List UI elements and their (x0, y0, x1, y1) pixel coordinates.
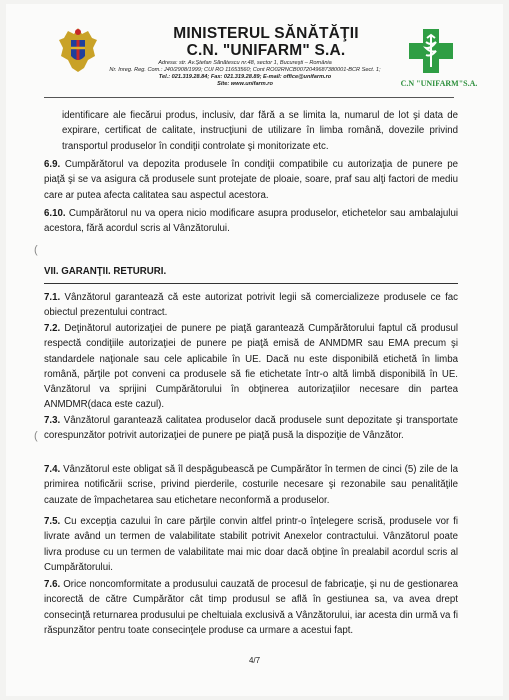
margin-mark: ( (34, 430, 38, 442)
intro-paragraph: identificare ale fiecărui produs, inclusiv, dar fără a se limita la, numarul de lot şi data de expirare, certificat de calitate, instrucţiuni de utilizare în limba română, dovezile privind transportul produselor în condiţii controlate şi monitorizate etc. (62, 110, 458, 152)
contact-line: Tel.: 021.319.28.84; Fax: 021.319.28.89; E-mail: office@unifarm.ro (158, 74, 332, 80)
header-divider (44, 97, 454, 98)
section-divider (44, 283, 458, 284)
website-line: Site: www.unifarm.ro (217, 81, 273, 87)
company-title: C.N. "UNIFARM" S.A. (186, 42, 346, 59)
section-heading: VII. GARANŢII. RETURURI. (44, 266, 167, 277)
clause-6-10: 6.10. Cumpărătorul nu va opera nicio modificare asupra produselor, etichetelor sau ambalajului acestora, fără acordul scris al Vânzătorului. (44, 208, 458, 235)
clause-7-1: 7.1. Vânzătorul garantează că este autorizat potrivit legii să comercializeze produsele ce fac obiectul prezentului contract. (44, 292, 459, 319)
clause-7-5: 7.5. Cu excepţia cazului în care părţile convin altfel printr-o înţelegere scrisă, produsele vor fi livrate având un termen de valabilitate stabilit potrivit Anexelor contractului. Vânzătorul poate livra produse cu un termen de valabilitate mai mic doar dacă obţine în prealabil acordul scris al Cumpărătorului. (44, 516, 458, 573)
clause-7-3: 7.3. Vânzătorul garantează calitatea produselor dacă produsele sunt depozitate şi transportate corespunzător potrivit autorizaţiei de punere pe piaţă pusă la dispoziţie de Vânzător. (44, 415, 458, 442)
ministry-title: MINISTERUL SĂNĂTĂŢII (173, 25, 359, 42)
page-number: 4/7 (248, 656, 261, 665)
unifarm-logo-text: C.N "UNIFARM"S.A. (400, 79, 478, 88)
margin-mark: ( (34, 244, 38, 256)
clause-6-9: 6.9. Cumpărătorul va depozita produsele în condiţii compatibile cu autorizaţia de punere pe piaţă şi se va asigura că produsele sunt protejate de ploaie, soare, praf sau alţi factori de mediu care ar putea afecta calitatea sau aspectul acestora. (44, 159, 458, 201)
clause-7-2: 7.2. Deţinătorul autorizaţiei de punere pe piaţă garantează Cumpărătorului faptul că produsul respectă condiţiile autorizaţiei de punere pe piaţă emisă de ANMDMR sau EMA precum şi standardele naţionale sau cele aplicabile în UE. Dacă nu este disponibilă etichetă în limba română, părţile pot conveni ca produsele să fie etichetate într-o altă limbă disponibilă în UE. Vânzătorul va sprijini Cumpărătorului în obţinerea autorizaţiilor necesare din partea ANMDMR(daca este cazul). (44, 323, 458, 411)
registration-line: Nr. Inreg. Reg. Com.: J40/2908/1999; CUI RO 11653560; Cont RO02RNCB0072049687380001-BCR Sect. 1; (109, 67, 381, 73)
address-line: Adresa: str. Av.Ştefan Sănătescu nr.48, sector 1, Bucureşti – România (158, 60, 332, 66)
romanian-coat-of-arms-icon (58, 26, 98, 74)
clause-7-4: 7.4. Vânzătorul este obligat să îl despăgubească pe Cumpărător în termen de cinci (5) zile de la primirea notificării scrise, privind pierderile, costurile necesare şi rezonabile sau penalităţile cauzate de împachetarea sau etichetare neconformă a produselor. (44, 464, 458, 506)
unifarm-cross-logo-icon (407, 27, 455, 75)
clause-7-6: 7.6. Orice noncomformitate a produsului cauzată de procesul de fabricaţie, şi nu de gestionarea incorectă de către Cumpărător cât timp produsul se află în gestiunea sa, va avea drept consecinţă returnarea produsului pe cheltuiala exclusivă a Vânzătorului, iar acesta din urmă va fi răspunzător pentru toate consecinţele produse ca urmare a acestui fapt. (44, 579, 458, 636)
